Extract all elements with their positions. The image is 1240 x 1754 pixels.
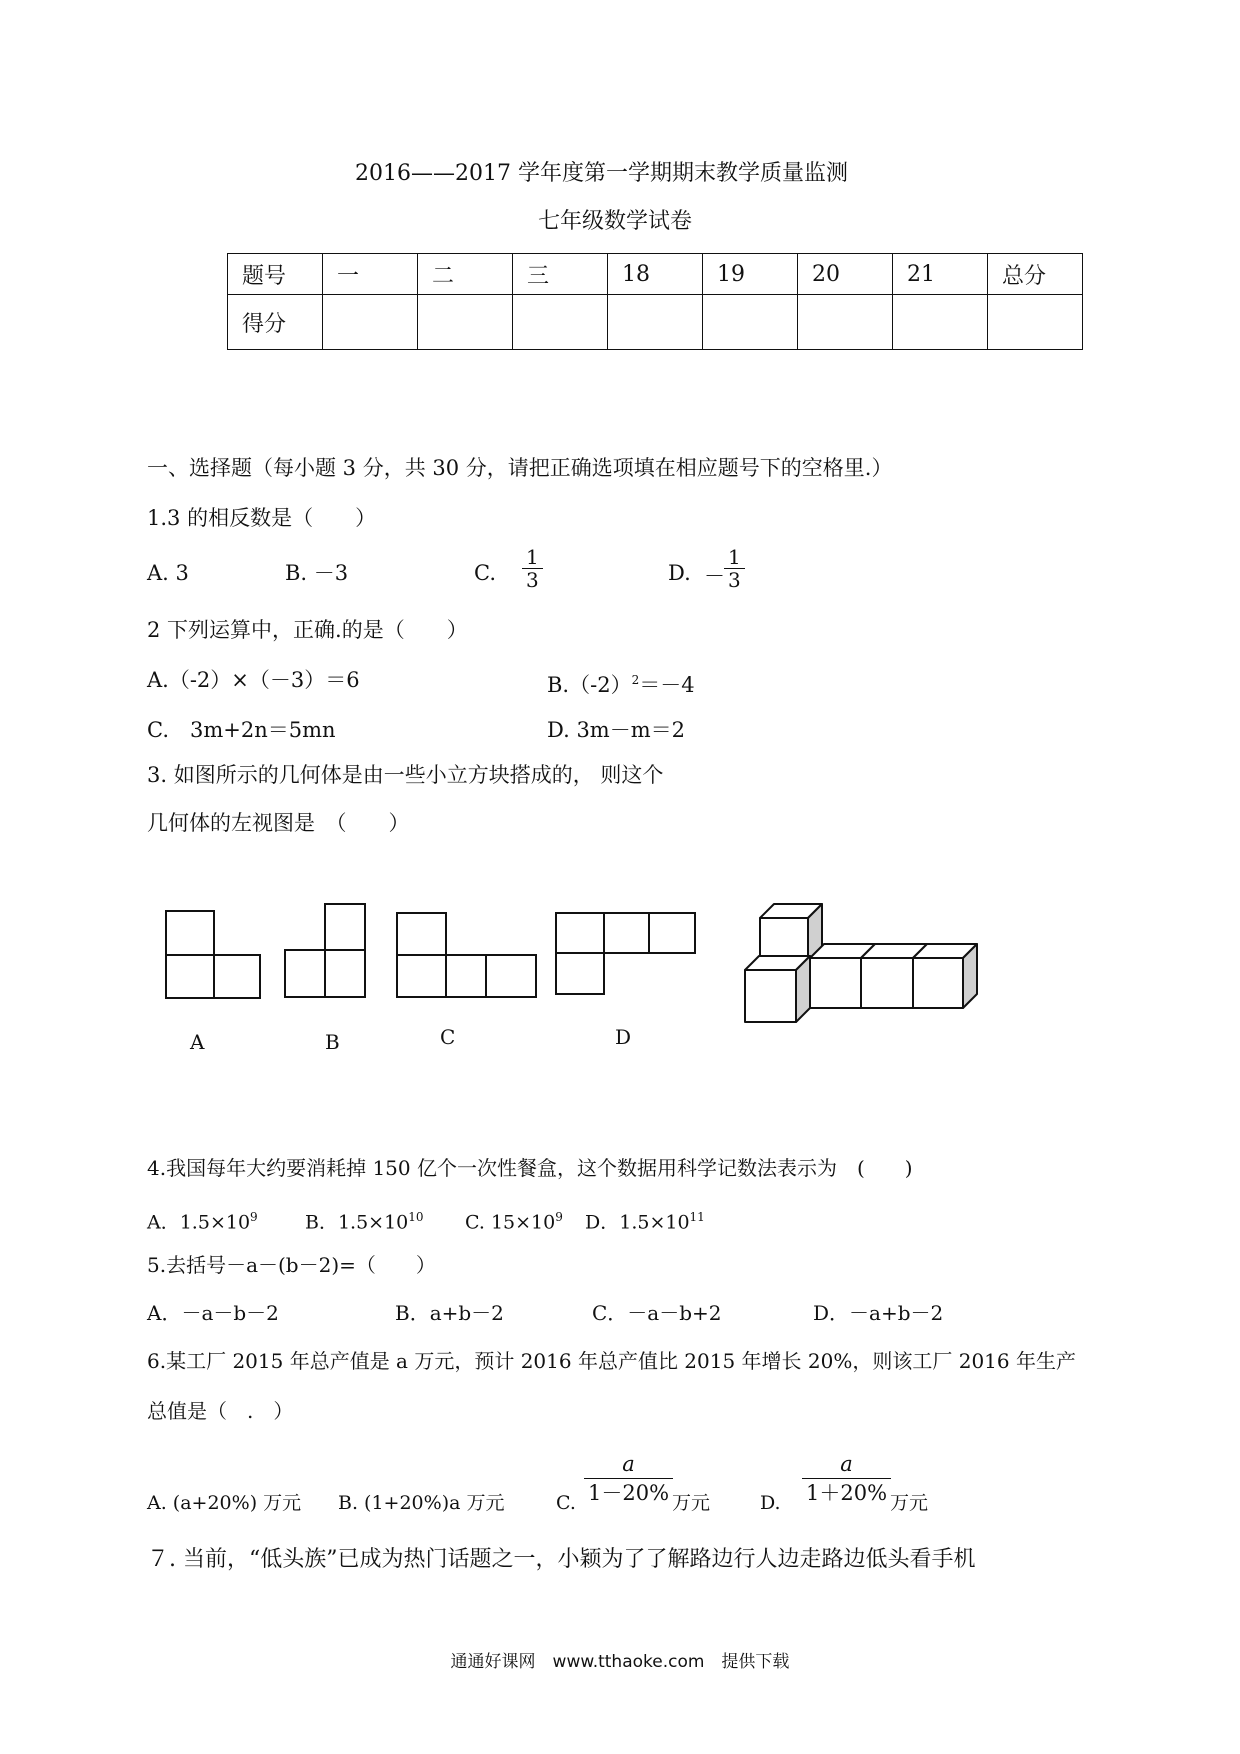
section-heading: 一、选择题（每小题 3 分，共 30 分，请把正确选项填在相应题号下的空格里.） <box>147 456 893 480</box>
score-blank-cell[interactable] <box>323 295 418 350</box>
fraction-numerator: 1 <box>728 545 741 569</box>
q2-option-b <box>547 667 695 698</box>
question-4-stem: 4.我国每年大约要消耗掉 150 亿个一次性餐盒，这个数据用科学记数法表示为 ( ) <box>147 1156 913 1180</box>
q3-label-d: D <box>615 1025 632 1049</box>
q4-option-a-exponent: 9 <box>250 1210 258 1224</box>
q4-option-c-base: C. 15×10 <box>465 1211 556 1234</box>
question-7-stem: ７. 当前，“低头族”已成为热门话题之一，小颖为了了解路边行人边走路边低头看手机 <box>147 1547 976 1572</box>
question-6-stem-line2: 总值是（ . ） <box>147 1399 294 1423</box>
page-footer: 通通好课网 www.tthaoke.com 提供下载 <box>450 1652 790 1672</box>
score-cell: 19 <box>703 254 798 295</box>
fraction-denominator: 3 <box>522 568 543 591</box>
fraction-numerator: 1 <box>526 545 539 569</box>
q2-option-c: C. 3m+2n＝5mn <box>147 718 336 742</box>
q6-option-c-label: C. <box>556 1492 576 1514</box>
fraction-denominator: 1－20% <box>584 1478 673 1507</box>
q3-figure-a <box>165 910 275 1010</box>
q4-option-b-exponent: 10 <box>408 1210 424 1224</box>
q3-label-b: B <box>325 1030 340 1054</box>
score-cell: 二 <box>418 254 513 295</box>
q3-figure-c <box>396 912 546 1012</box>
question-5-stem: 5.去括号－a－(b－2)=（ ） <box>147 1253 436 1277</box>
score-cell: 18 <box>608 254 703 295</box>
q6-option-d-label: D. <box>760 1492 781 1514</box>
q2-option-a: A.（-2）×（－3）＝6 <box>147 668 360 692</box>
q6-option-b: B. (1+20%)a 万元 <box>338 1492 505 1514</box>
q3-figure-b <box>284 903 374 1003</box>
score-cell: 题号 <box>228 254 323 295</box>
question-1-stem: 1.3 的相反数是（ ） <box>147 506 377 530</box>
q2-option-b-result: ＝－4 <box>639 673 695 697</box>
q3-figure-d <box>555 912 705 1012</box>
q6-option-c-unit: 万元 <box>672 1492 711 1514</box>
q4-option-c <box>465 1204 563 1235</box>
question-2-stem: 2 下列运算中，正确.的是（ ） <box>147 618 468 642</box>
q4-option-d-base: D．1.5×10 <box>585 1211 690 1234</box>
fraction-denominator: 1＋20% <box>802 1478 891 1507</box>
q6-option-c-fraction <box>584 1450 673 1507</box>
q1-option-c-label: C. <box>474 561 496 585</box>
q4-option-a-base: A．1.5×10 <box>147 1211 251 1234</box>
score-cell: 20 <box>798 254 893 295</box>
q5-option-c: C．－a－b+2 <box>592 1301 722 1325</box>
q2-option-b-base: B.（-2） <box>547 673 632 697</box>
score-table <box>227 253 1083 350</box>
score-blank-cell[interactable] <box>798 295 893 350</box>
q4-option-d <box>585 1204 705 1235</box>
q2-option-d: D. 3m－m＝2 <box>547 718 685 742</box>
q4-option-c-exponent: 9 <box>555 1210 563 1224</box>
q3-label-a: A <box>190 1030 205 1054</box>
question-6-stem-line1: 6.某工厂 2015 年总产值是 a 万元，预计 2016 年总产值比 2015 年增长 20%，则该工厂 2016 年生产 <box>147 1349 1076 1373</box>
q4-option-b <box>305 1204 424 1235</box>
fraction-numerator: a <box>622 1452 635 1476</box>
q4-option-d-exponent: 11 <box>689 1210 705 1224</box>
q3-label-c: C <box>440 1025 456 1049</box>
score-blank-cell[interactable] <box>988 295 1083 350</box>
q1-option-d-sign: － <box>704 564 725 588</box>
score-blank-cell[interactable] <box>893 295 988 350</box>
score-cell: 一 <box>323 254 418 295</box>
score-table-header-row <box>228 254 1083 295</box>
q4-option-a <box>147 1204 258 1235</box>
exam-title: 2016——2017 学年度第一学期期末教学质量监测 <box>355 161 848 186</box>
q5-option-d: D．－a+b－2 <box>813 1301 944 1325</box>
q4-option-b-base: B．1.5×10 <box>305 1211 409 1234</box>
q1-option-a: A. 3 <box>147 561 189 585</box>
q1-option-b: B. －3 <box>285 561 349 585</box>
q6-option-d-unit: 万元 <box>890 1492 929 1514</box>
q1-option-c-fraction <box>522 546 543 591</box>
q2-option-b-exponent: 2 <box>631 673 640 687</box>
question-3-stem-line1: 3. 如图所示的几何体是由一些小立方块搭成的， 则这个 <box>147 763 664 787</box>
q6-option-a: A. (a+20%) 万元 <box>147 1492 302 1514</box>
q3-solid-figure <box>745 900 985 1030</box>
score-cell: 总分 <box>988 254 1083 295</box>
q6-option-d-fraction <box>802 1450 891 1507</box>
question-3-stem-line2: 几何体的左视图是 （ ） <box>147 811 410 835</box>
fraction-numerator: a <box>840 1452 853 1476</box>
score-blank-cell[interactable] <box>418 295 513 350</box>
q5-option-b: B．a+b－2 <box>395 1301 504 1325</box>
q5-option-a: A．－a－b－2 <box>147 1301 279 1325</box>
q1-option-d-fraction <box>724 546 745 591</box>
score-blank-cell[interactable] <box>608 295 703 350</box>
score-row-label: 得分 <box>228 295 323 350</box>
score-table-score-row <box>228 295 1083 350</box>
score-blank-cell[interactable] <box>703 295 798 350</box>
score-cell: 21 <box>893 254 988 295</box>
q1-option-d-label: D. <box>668 561 691 585</box>
score-cell: 三 <box>513 254 608 295</box>
score-blank-cell[interactable] <box>513 295 608 350</box>
exam-subtitle: 七年级数学试卷 <box>538 209 693 234</box>
fraction-denominator: 3 <box>724 568 745 591</box>
